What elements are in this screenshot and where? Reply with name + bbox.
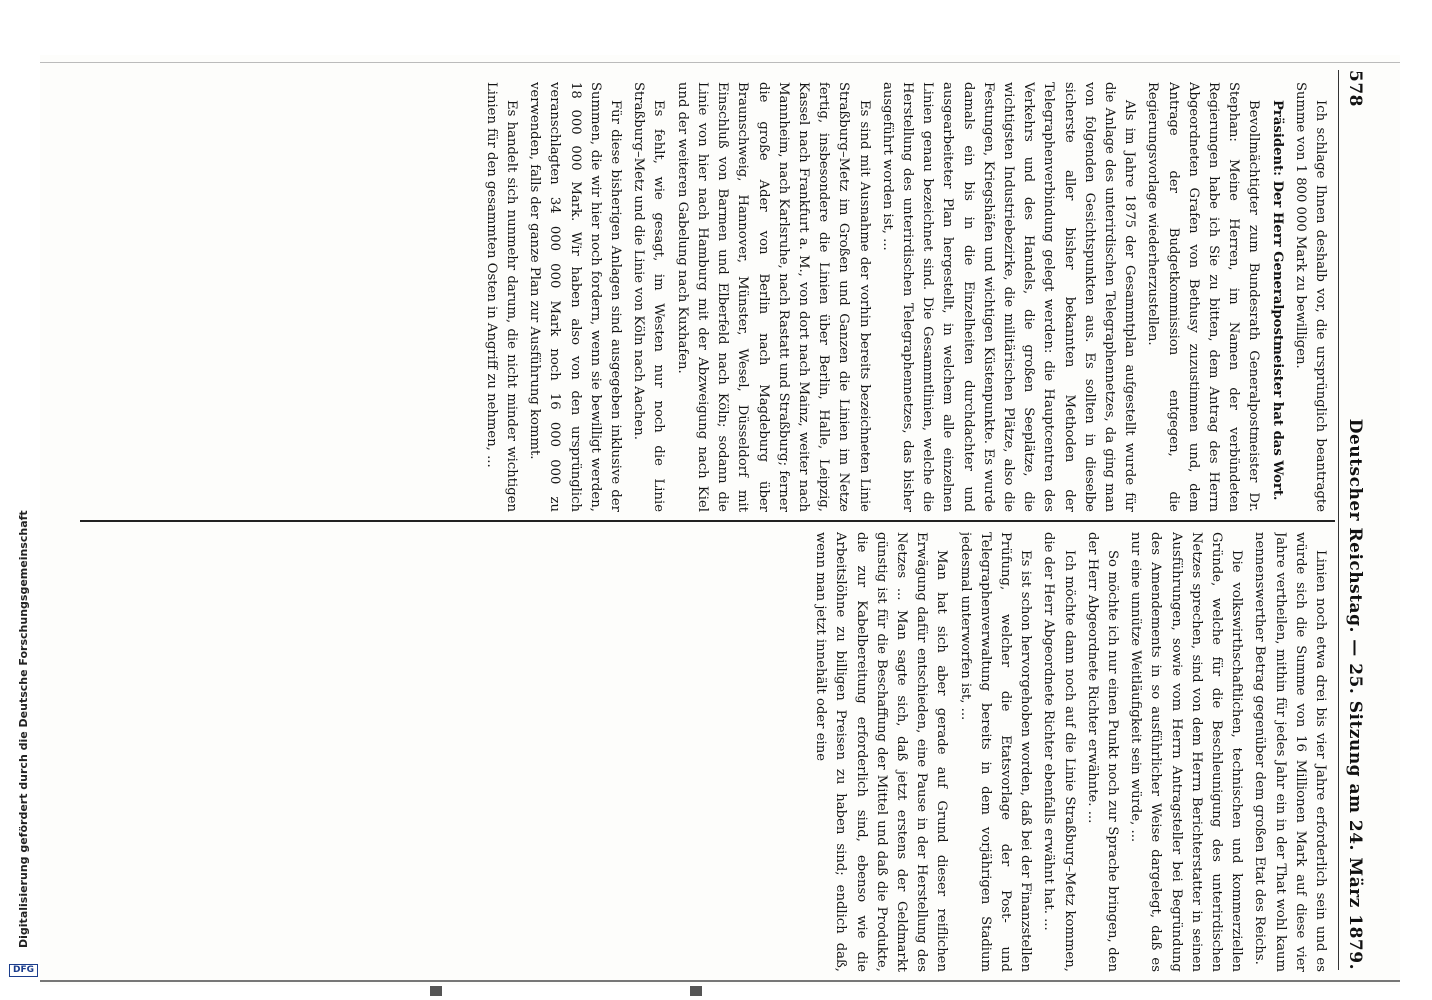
text-column-right (85, 532, 1330, 972)
paragraph: Es ist schon hervorgehoben worden, daß bei der Finanzstellen Prüfung, welcher die Etatsvorlage der Post- und Telegraphenverwaltung bereits in dem vorjährigen Stadium jedesmal unterworfen ist, ... (957, 532, 1034, 972)
paragraph: Als im Jahre 1875 der Gesammtplan aufgestellt wurde für die Anlage des unterirdischen Telegraphennetzes, da ging man von folgenden Gesichtspunkten aus. Es sollten in dieselbe sicherste aller bisher bekannten Methoden der Telegraphenverbindung gelegt werden: die Hauptcentren des Verkehrs und des Handels, die großen Seeplätze, die wichtigsten Industriebezirke, die militärischen Plätze, also die Festungen, Kriegshäfen und wichtigen Küstenpunkte. Es wurde damals ein bis in die Einzelheiten durchdachter und ausgearbeiteter Plan hergestellt, in welchem alle einzelnen Linien genau bezeichnet sind. Die Gesammtlinien, welche die Herstellung des unterirdischen Telegraphennetzes, das bisher ausgeführt worden ist, ... (879, 82, 1138, 512)
page-edge-top (40, 62, 1400, 63)
paragraph: Ich möchte dann noch auf die Linie Straßburg–Metz kommen, die der Herr Abgeordnete Richter ebenfalls erwähnt hat. ... (1041, 532, 1077, 972)
page-number: 578 (1345, 70, 1365, 107)
paragraph: Es sind mit Ausnahme der vorhin bereits bezeichneten Linie Straßburg–Metz im Großen und Ganzen die Linien im Netze fertig, insbesondere die Linien über Berlin, Halle, Leipzig, Kassel nach Frankfurt a. M., von dort nach Mainz, weiter nach Mannheim, nach Karlsruhe, nach Rastatt und Straßburg; ferner die große Ader von Berlin nach Magdeburg über Braunschweig, Hannover, Münster, Wesel, Düsseldorf mit Einschluß von Barmen und Elberfeld nach Köln; sodann die Linie von hier nach Hamburg mit der Abzweigung nach Kiel und der weiteren Gabelung nach Kuxhafen. (674, 82, 872, 512)
text-column-left (85, 82, 1330, 512)
page-edge-bottom (40, 980, 1400, 982)
paragraph: So möchte ich nur einen Punkt noch zur Sprache bringen, den der Herr Abgeordnete Richter erwähnte. ... (1084, 532, 1120, 972)
paragraph: Ich schlage Ihnen deshalb vor, die ursprünglich beantragte Summe von 1 800 000 Mark zu bewilligen. (1292, 82, 1328, 512)
column-divider (80, 520, 1335, 522)
paragraph: Man hat sich aber gerade auf Grund dieser reiflichen Erwägung dafür entschieden, eine Pause in der Herstellung des Netzes ... Man sagte sich, daß jetzt erstens der Geldmarkt günstig ist für die Beschaffung der Mittel und daß die Produkte, die zur Kabelbereitung erforderlich sind, ebenso wie die Arbeitslöhne zu billigen Preisen zu haben sind; endlich daß, wenn man jetzt innehält oder eine (813, 532, 950, 972)
paragraph: Die volkswirthschaftlichen, technischen und kommerziellen Gründe, welche für die Beschleunigung des unterirdischen Netzes sprechen, sind von dem Herrn Berichterstatter in seinen Ausführungen, sowie vom Herrn Antragsteller bei Begründung des Amendements in so ausführlicher Weise dargelegt, daß es nur eine unnütze Weitläufigkeit sein würde, ... (1128, 532, 1245, 972)
speaker-line: Präsident: Der Herr Generalpostmeister hat das Wort. (1269, 100, 1285, 501)
credit-text: Digitalisierung gefördert durch die Deutsche Forschungsgemeinschaft (16, 510, 30, 948)
scan-mark (690, 986, 702, 996)
paragraph: Bevollmächtigter zum Bundesrath Generalpostmeister Dr. Stephan: Meine Herren, im Namen der verbündeten Regierungen habe ich Sie zu bitten, dem Antrag des Herrn Abgeordneten Grafen von Bethusy zuzustimmen und, dem Antrage der Budgetkommission entgegen, die Regierungsvorlage wiederherzustellen. (1145, 82, 1262, 512)
paragraph: Es handelt sich nunmehr darum, die nicht minder wichtigen Linien für den gesammten Osten in Angriff zu nehmen, ... (483, 82, 520, 512)
paragraph: Linien noch etwa drei bis vier Jahre erforderlich sein und es würde sich die Summe von 16 Millionen Mark auf diese vier Jahre vertheilen, mithin für jedes Jahr ein in der That wohl kaum nennenswerther Betrag gegenüber dem großen Etat des Reichs. (1252, 532, 1328, 972)
scan-mark (430, 986, 442, 996)
running-head-rule (1338, 70, 1339, 970)
paragraph: Es fehlt, wie gesagt, im Westen nur noch die Linie Straßburg–Metz und die Linie von Köln nach Aachen. (631, 82, 667, 512)
running-head-title: Deutscher Reichstag. — 25. Sitzung am 24. März 1879. (1345, 418, 1365, 970)
paragraph: Für diese bisherigen Anlagen sind ausgegeben inklusive der Summen, die wir hier noch fordern, wenn sie bewilligt werden, 18 000 000 Mark. Wir haben also von den ursprünglich veranschlagten 34 000 000 Mark noch 16 000 000 zu verwenden, falls der ganze Plan zur Ausführung kommt. (527, 82, 624, 512)
running-head (1340, 70, 1370, 970)
dfg-logo: DFG (8, 964, 37, 977)
digitization-credit (12, 85, 34, 985)
